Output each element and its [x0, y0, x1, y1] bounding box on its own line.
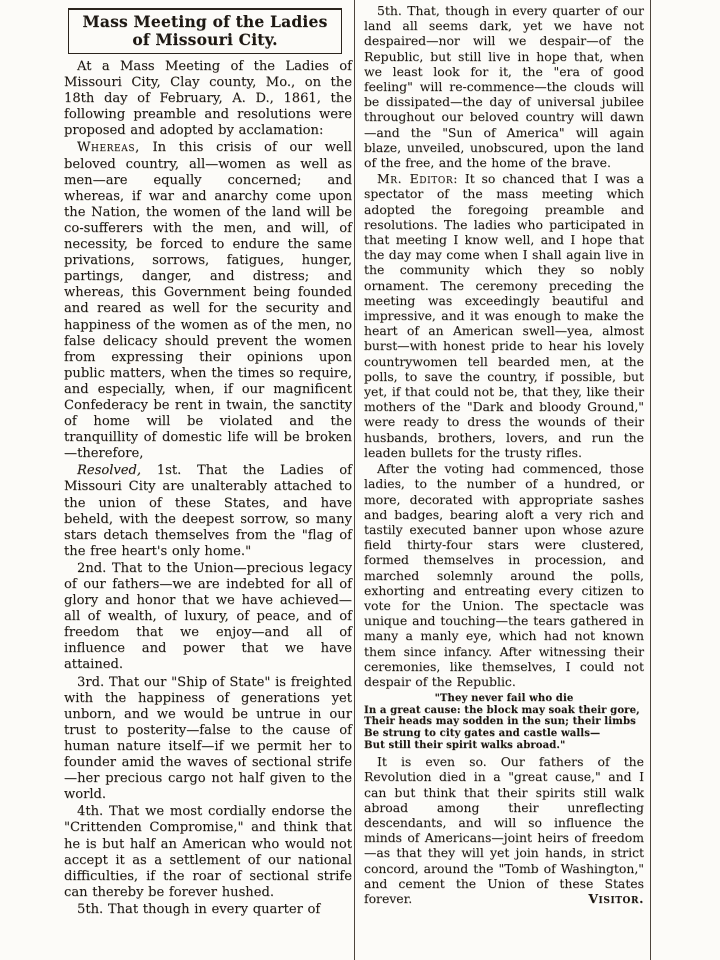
article-title-box	[68, 8, 342, 54]
editor-body: It so chanced that I was a spectator of the mass meeting which adopted the foregoing preamble and resolutions. The ladies who participated in that meeting I know well, and I hope that the day may come when I shall again live in the community which they so nobly ornament. The ceremony preceding the meeting was exceedingly beautiful and impressive, and it was enough to make the heart of an American swell—yea, almost burst—with honest pride to hear his lovely countrywomen tell bearded men, at the polls, to save the country, if possible, but yet, if that could not be, that they, like their mothers of the "Dark and bloody Ground," were ready to dress the wounds of their husbands, brothers, lovers, and run the leaden bullets for the trusty rifles.	[364, 171, 645, 460]
paragraph-closing	[364, 754, 644, 906]
editor-lead: Mr. Editor:	[377, 171, 458, 187]
resolved-lead: Resolved,	[77, 463, 142, 479]
closing-body: It is even so. Our fathers of the Revolution died in a "great cause," and I can but think that their spirits still walk abroad among their unreflecting descendants, and will so influence the minds of Americans—joint heirs of freedom—as that they will yet join hands, in strict concord, around the "Tomb of Washington," and cement the Union of these States forever.	[364, 754, 644, 906]
paragraph-voting: After the voting had commenced, those ladies, to the number of a hundred, or more, decorated with appropriate sashes and badges, bearing aloft a very rich and tastily executed banner upon whose azure field thirty-four stars were clustered, formed themselves in procession, and marched solemnly around the polls, exhorting and entreating every citizen to vote for the Union. The spectacle was unique and touching—the tears gathered in many a manly eye, which had not known them since infancy. After witnessing their ceremonies, like themselves, I could not despair of the Republic.	[364, 461, 644, 689]
paragraph-resolution-5-cutoff: 5th. That though in every quarter of	[77, 901, 321, 917]
paragraph-whereas	[64, 140, 352, 462]
column-divider-rule	[354, 0, 355, 960]
poem-line: In a great cause: the block may soak their gore,	[364, 704, 640, 716]
whereas-body: In this crisis of our well beloved country, all—women as well as men—are equally concerned; and whereas, if war and anarchy come upon the Nation, the women of the land will be co-sufferers with the men, and will, of necessity, be forced to endure the same privations, sorrows, fatigues, hunger, partings, danger, and distress; and whereas, this Government being founded and reared as well for the security and happiness of the women as of the men, no false delicacy should prevent the women from expressing their opinions upon public matters, when the times so require, and especially, when, if our magnificent Confederacy be rent in twain, the sanctity of home will be violated and the tranquillity of domestic life will be broken—therefore,	[64, 140, 352, 462]
left-column	[64, 6, 352, 918]
paragraph-resolution-4: 4th. That we most cordially endorse the "Crittenden Compromise," and think that he is but half an American who would not accept it as a settlement of our national difficulties, if the roar of sectional strife can thereby be forever hushed.	[64, 804, 352, 900]
right-column	[364, 2, 644, 906]
poem-block	[364, 693, 644, 751]
paragraph-editor-letter	[364, 171, 644, 460]
poem-line: Their heads may sodden in the sun; their limbs	[364, 716, 636, 728]
resolved-body: 1st. That the Ladies of Missouri City are unalterably attached to the union of these States, and have beheld, with the deepest sorrow, so many stars detach themselves from the "flag of the free heart's only home."	[64, 463, 352, 559]
paragraph-intro: At a Mass Meeting of the Ladies of Missouri City, Clay county, Mo., on the 18th day of February, A. D., 1861, the following preamble and resolutions were proposed and adopted by acclamation:	[64, 59, 352, 139]
paragraph-resolved-first	[64, 463, 352, 560]
right-edge-rule	[650, 0, 651, 960]
signature: Visitor.	[588, 890, 644, 906]
paragraph-resolution-5: 5th. That, though in every quarter of our land all seems dark, yet we have not despaired—nor will we despair—of the Republic, but still live in hope that, when we least look for it, the "era of good feeling" will re-commence—the clouds will be dissipated—the day of universal jubilee throughout our beloved country will dawn—and the "Sun of America" will again blaze, unveiled, unobscured, upon the land of the free, and the home of the brave.	[364, 3, 644, 171]
paragraph-resolution-3: 3rd. That our "Ship of State" is freighted with the happiness of generations yet unborn, and we would be untrue in our trust to posterity—false to the cause of human nature itself—if we permit her to founder amid the waves of sectional strife—her precious cargo not half given to the world.	[64, 674, 352, 803]
poem-line: But still their spirit walks abroad."	[364, 739, 566, 751]
poem-line: Be strung to city gates and castle walls—	[364, 727, 601, 739]
poem-line: "They never fail who die	[434, 693, 574, 705]
whereas-lead: Whereas,	[77, 140, 140, 156]
paragraph-resolution-2: 2nd. That to the Union—precious legacy of our fathers—we are indebted for all of glory and honor that we have achieved—all of wealth, of luxury, of peace, and of freedom that we enjoy—and all of influence and power that we have attained.	[64, 560, 352, 673]
article-title: Mass Meeting of the Ladies of Missouri City.	[82, 12, 328, 49]
